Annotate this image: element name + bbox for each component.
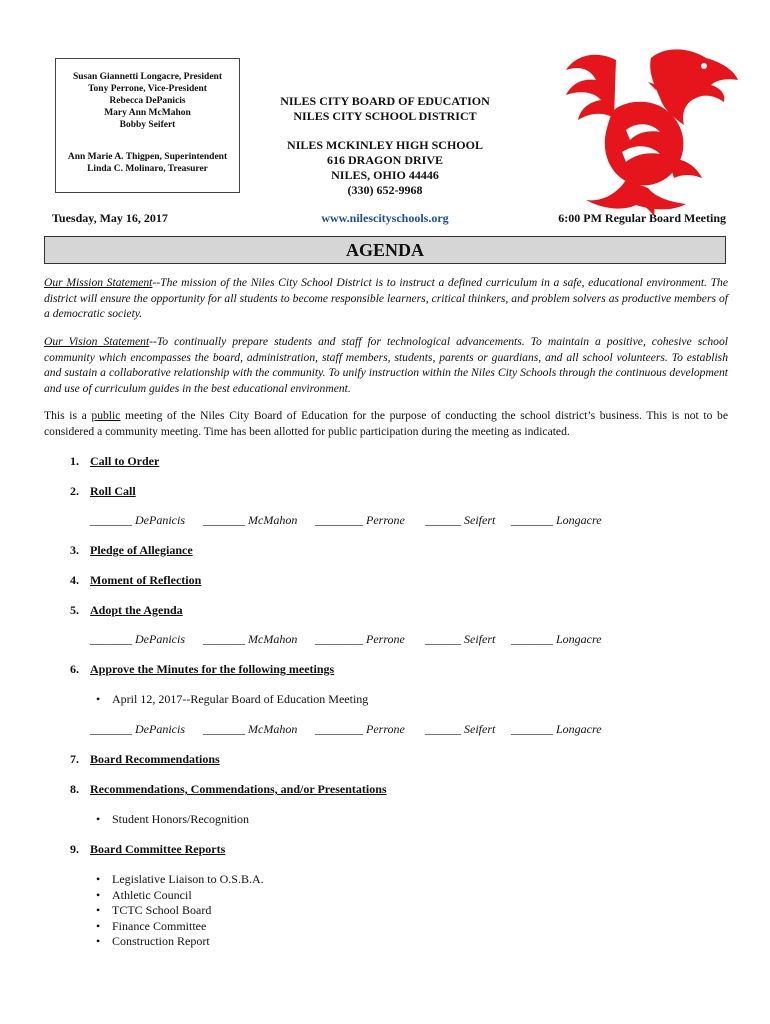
vision-label: Our Vision Statement bbox=[44, 335, 150, 348]
board-member: Bobby Seifert bbox=[119, 120, 176, 130]
vote-seifert: ______ Seifert bbox=[425, 632, 496, 646]
vote-seifert: ______ Seifert bbox=[425, 513, 496, 527]
presentations-list bbox=[96, 812, 249, 828]
vote-longacre: _______ Longacre bbox=[511, 722, 602, 736]
vote-mcmahon: _______ McMahon bbox=[203, 513, 298, 527]
mission-statement bbox=[44, 275, 728, 322]
officers-list bbox=[56, 151, 239, 175]
meeting-date: Tuesday, May 16, 2017 bbox=[52, 211, 168, 225]
board-member: Mary Ann McMahon bbox=[104, 108, 191, 118]
board-members-list bbox=[56, 71, 239, 131]
public-meeting-notice: This is a public meeting of the Niles City Board of Education for the purpose of conducting the school district’s business. This is not to be considered a community meeting. Time has been allotted for public participation during the meeting as indicated. bbox=[44, 409, 729, 438]
roll-call-vote-line bbox=[90, 632, 630, 647]
mission-label: Our Mission Statement bbox=[44, 276, 153, 289]
roll-call-vote-line bbox=[90, 722, 630, 737]
district-website-link[interactable]: www.nilescityschools.org bbox=[321, 211, 449, 225]
list-item: • April 12, 2017--Regular Board of Education Meeting bbox=[96, 692, 368, 708]
dragon-logo-icon bbox=[556, 40, 746, 220]
board-member: Susan Giannetti Longacre, President bbox=[72, 72, 223, 82]
agenda-item-pledge: 3. Pledge of Allegiance bbox=[70, 543, 193, 557]
vote-seifert: ______ Seifert bbox=[425, 722, 496, 736]
vote-depanicis: _______ DePanicis bbox=[90, 632, 185, 646]
agenda-item-board-recommendations: 7. Board Recommendations bbox=[70, 752, 220, 766]
agenda-item-moment-of-reflection: 4. Moment of Reflection bbox=[70, 573, 202, 587]
vision-statement bbox=[44, 334, 728, 396]
roll-call-vote-line bbox=[90, 513, 630, 528]
list-item: • Finance Committee bbox=[96, 919, 264, 935]
officer: Ann Marie A. Thigpen, Superintendent bbox=[67, 152, 228, 162]
minutes-list bbox=[96, 692, 368, 708]
vote-depanicis: _______ DePanicis bbox=[90, 722, 185, 736]
officer: Linda C. Molinaro, Treasurer bbox=[87, 164, 208, 174]
phone-number: (330) 652-9968 bbox=[347, 183, 423, 197]
list-item: • Athletic Council bbox=[96, 888, 264, 904]
mission-text: --The mission of the Niles City School District is to instruct a defined curriculum in a safe, educational environment. The district will ensure the opportunity for all students to become responsible learners, critical thinkers, and problem solvers as productive members of a democratic society. bbox=[44, 276, 728, 320]
vote-perrone: ________ Perrone bbox=[315, 722, 405, 736]
school-name: NILES MCKINLEY HIGH SCHOOL bbox=[287, 138, 483, 152]
vote-longacre: _______ Longacre bbox=[511, 513, 602, 527]
vote-perrone: ________ Perrone bbox=[315, 632, 405, 646]
district-name: NILES CITY SCHOOL DISTRICT bbox=[293, 109, 477, 123]
agenda-item-adopt-agenda: 5. Adopt the Agenda bbox=[70, 603, 183, 617]
agenda-item-presentations: 8. Recommendations, Commendations, and/or Presentations bbox=[70, 782, 387, 796]
board-members-box bbox=[55, 58, 240, 193]
agenda-title: AGENDA bbox=[44, 236, 726, 264]
meeting-type: 6:00 PM Regular Board Meeting bbox=[558, 211, 726, 225]
public-word: public bbox=[91, 409, 121, 422]
street-address: 616 DRAGON DRIVE bbox=[326, 153, 443, 167]
vote-perrone: ________ Perrone bbox=[315, 513, 405, 527]
agenda-item-call-to-order: 1. Call to Order bbox=[70, 454, 160, 468]
list-item: • Construction Report bbox=[96, 934, 264, 950]
list-item: • TCTC School Board bbox=[96, 903, 264, 919]
district-header bbox=[240, 94, 530, 198]
city-state-zip: NILES, OHIO 44446 bbox=[331, 168, 439, 182]
committee-reports-list bbox=[96, 872, 264, 950]
vote-depanicis: _______ DePanicis bbox=[90, 513, 185, 527]
board-name: NILES CITY BOARD OF EDUCATION bbox=[280, 94, 490, 108]
vote-longacre: _______ Longacre bbox=[511, 632, 602, 646]
board-member: Tony Perrone, Vice-President bbox=[88, 84, 207, 94]
vote-mcmahon: _______ McMahon bbox=[203, 632, 298, 646]
agenda-item-committee-reports: 9. Board Committee Reports bbox=[70, 842, 226, 856]
board-member: Rebecca DePanicis bbox=[109, 96, 186, 106]
list-item: • Student Honors/Recognition bbox=[96, 812, 249, 828]
agenda-item-roll-call: 2. Roll Call bbox=[70, 484, 136, 498]
agenda-item-approve-minutes: 6. Approve the Minutes for the following meetings bbox=[70, 662, 335, 676]
vote-mcmahon: _______ McMahon bbox=[203, 722, 298, 736]
vision-text: --To continually prepare students and staff for technological advancements. To maintain a positive, cohesive school community which encompasses the board, administration, staff members, students, parents or guardians, and all school volunteers. To establish and sustain a collaborative relationship with the community. To unify instruction within the Niles City Schools through the continuous development and use of curriculum guides in the best educational environment. bbox=[44, 335, 728, 395]
list-item: • Legislative Liaison to O.S.B.A. bbox=[96, 872, 264, 888]
